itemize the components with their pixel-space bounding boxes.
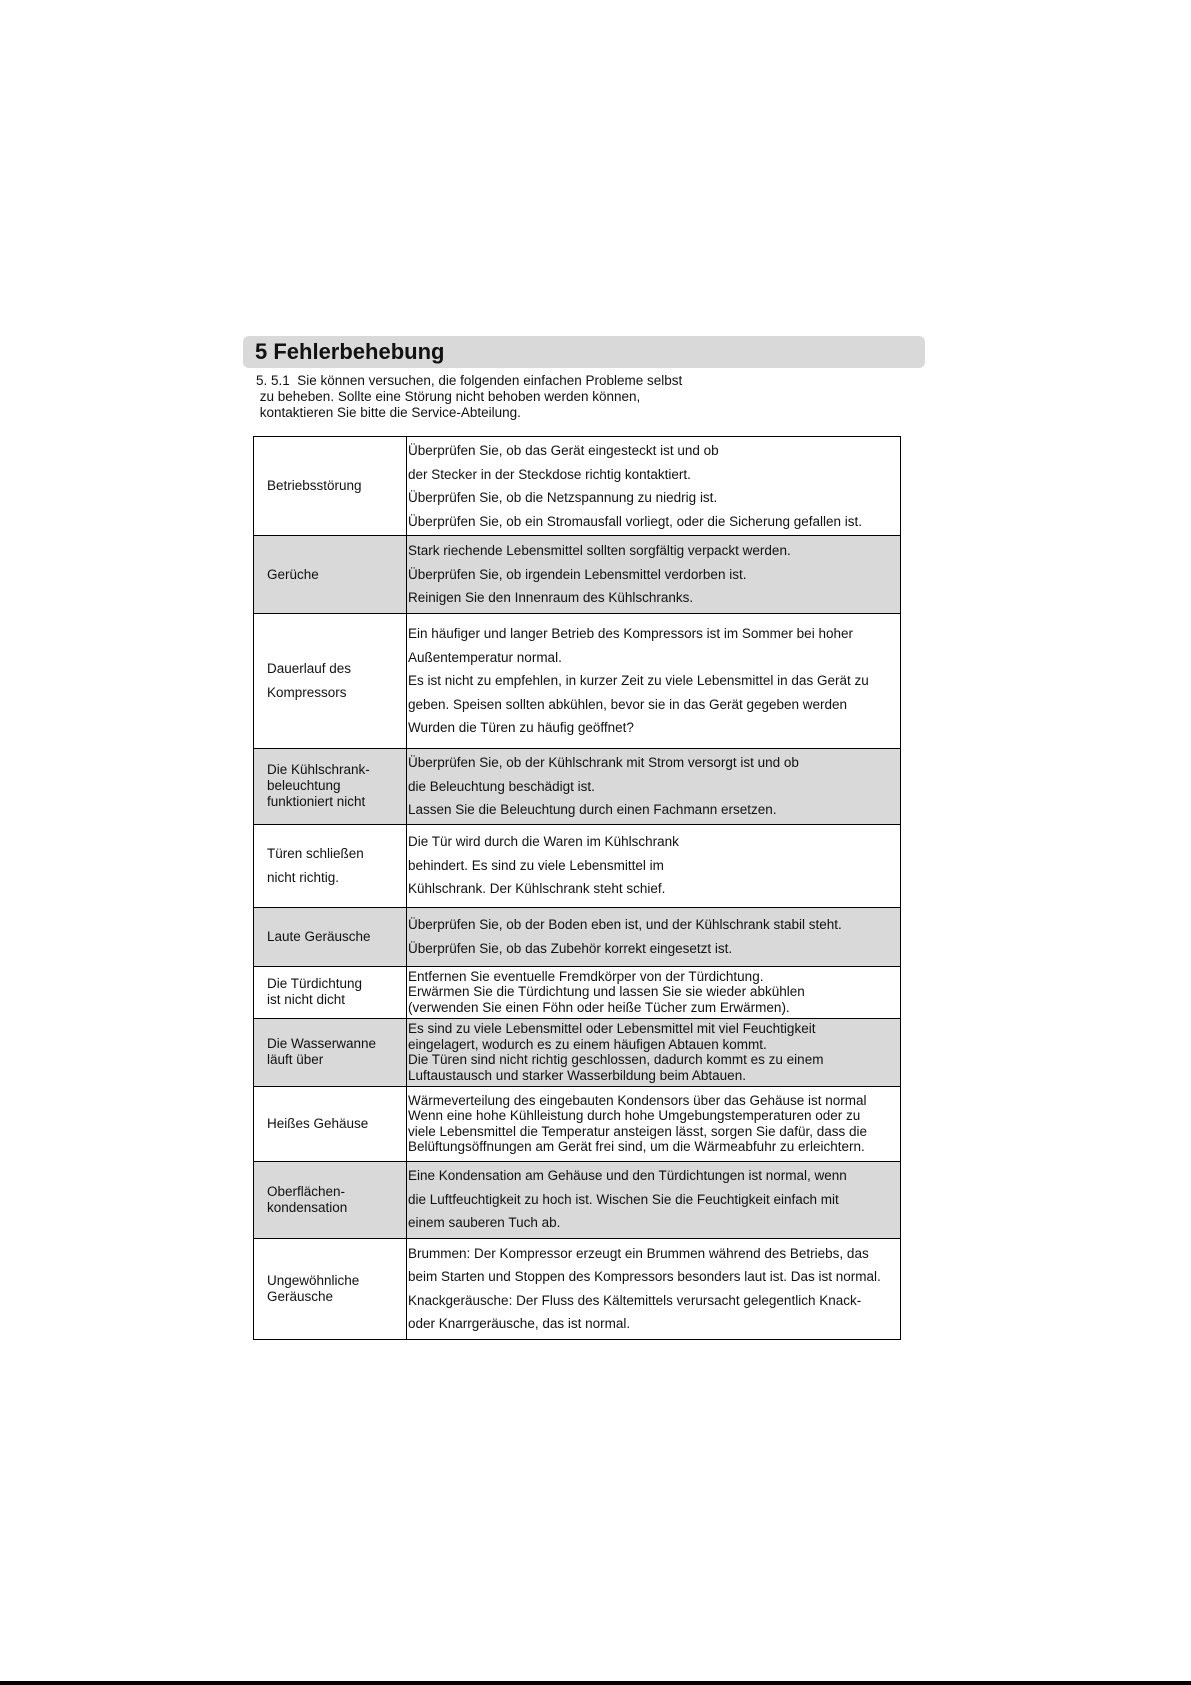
intro-line: 5. 5.1 Sie können versuchen, die folgenden einfachen Probleme selbst [256,373,683,388]
section-heading-bar [243,336,925,368]
remedy-text: einem sauberen Tuch ab. [408,1215,561,1231]
remedy-cell [407,907,901,966]
fault-row [254,1238,901,1339]
remedy-text: Entfernen Sie eventuelle Fremdkörper von der Türdichtung. [408,968,764,984]
problem-cell [254,1238,407,1339]
remedy-text: Knackgeräusche: Der Fluss des Kältemittels verursacht gelegentlich Knack- [408,1292,862,1308]
remedy-cell [407,1161,901,1238]
remedy-cell [407,966,901,1018]
fault-row [254,536,901,614]
remedy-text: Belüftungsöffnungen am Gerät frei sind, um die Wärmeabfuhr zu erleichtern. [408,1139,865,1154]
problem-text: Gerüche [267,566,319,582]
remedy-text: Überprüfen Sie, ob der Kühlschrank mit Strom versorgt ist und ob [408,755,799,770]
remedy-cell [407,1238,901,1339]
remedy-text: Überprüfen Sie, ob die Netzspannung zu niedrig ist. [408,490,718,505]
intro-line: zu beheben. Sollte eine Störung nicht behoben werden können, [256,389,641,404]
fault-row [254,614,901,749]
remedy-text: (verwenden Sie einen Föhn oder heiße Tücher zum Erwärmen). [408,999,790,1015]
remedy-text: Kühlschrank. Der Kühlschrank steht schief. [408,881,666,897]
remedy-cell [407,614,901,749]
fault-row [254,1086,901,1161]
problem-cell [254,1086,407,1161]
fault-row [254,824,901,907]
troubleshooting-table-body [254,437,901,1340]
problem-cell [254,437,407,536]
problem-text: nicht richtig. [267,869,340,885]
remedy-cell [407,536,901,614]
remedy-text: Überprüfen Sie, ob ein Stromausfall vorliegt, oder die Sicherung gefallen ist. [408,513,863,529]
remedy-text: Luftaustausch und starker Wasserbildung beim Abtauen. [408,1067,746,1083]
problem-text: läuft über [267,1052,324,1067]
remedy-cell [407,749,901,825]
fault-row [254,749,901,825]
remedy-text: Stark riechende Lebensmittel sollten sorgfältig verpackt werden. [408,543,791,559]
remedy-text: Die Türen sind nicht richtig geschlossen, dadurch kommt es zu einem [408,1052,824,1067]
problem-text: funktioniert nicht [267,794,366,810]
remedy-text: Überprüfen Sie, ob das Zubehör korrekt eingesetzt ist. [408,940,733,956]
remedy-text: Brummen: Der Kompressor erzeugt ein Brummen während des Betriebs, das [408,1245,869,1261]
page-bottom-rule [0,1681,1191,1685]
remedy-cell [407,824,901,907]
remedy-cell [407,1018,901,1086]
remedy-text: die Luftfeuchtigkeit zu hoch ist. Wischen Sie die Feuchtigkeit einfach mit [408,1191,839,1207]
remedy-text: Es sind zu viele Lebensmittel oder Lebensmittel mit viel Feuchtigkeit [408,1021,816,1036]
remedy-text: geben. Speisen sollten abkühlen, bevor sie in das Gerät gegeben werden [408,696,848,712]
problem-cell [254,907,407,966]
problem-cell [254,1161,407,1238]
problem-cell [254,614,407,749]
remedy-text: Eine Kondensation am Gehäuse und den Türdichtungen ist normal, wenn [408,1168,847,1184]
remedy-text: Wärmeverteilung des eingebauten Kondensors über das Gehäuse ist normal [408,1092,867,1108]
problem-text: Betriebsstörung [267,478,362,493]
problem-text: Geräusche [267,1288,334,1304]
remedy-text: Wurden die Türen zu häufig geöffnet? [408,720,634,736]
problem-text: Türen schließen [267,845,364,861]
remedy-text: beim Starten und Stoppen des Kompressors besonders laut ist. Das ist normal. [408,1269,881,1284]
fault-row [254,1161,901,1238]
troubleshooting-table [253,436,901,1340]
intro-line: kontaktieren Sie bitte die Service-Abteilung. [256,405,521,420]
remedy-text: Ein häufiger und langer Betrieb des Kompressors ist im Sommer bei hoher [408,626,853,642]
problem-text: Die Türdichtung [267,976,363,991]
fault-row [254,966,901,1018]
section-title: 5 Fehlerbehebung [255,339,445,364]
problem-text: Ungewöhnliche [267,1272,360,1288]
remedy-text: behindert. Es sind zu viele Lebensmittel im [408,857,664,873]
problem-text: Die Wasserwanne [267,1036,377,1051]
remedy-text: Lassen Sie die Beleuchtung durch einen Fachmann ersetzen. [408,802,777,817]
fault-row [254,437,901,536]
remedy-text: viele Lebensmittel die Temperatur ansteigen lässt, sorgen Sie dafür, dass die [408,1123,868,1139]
remedy-text: oder Knarrgeräusche, das ist normal. [408,1316,631,1331]
remedy-text: die Beleuchtung beschädigt ist. [408,778,595,794]
remedy-text: Erwärmen Sie die Türdichtung und lassen Sie sie wieder abkühlen [408,984,805,1000]
problem-text: Heißes Gehäuse [267,1115,369,1131]
problem-cell [254,966,407,1018]
intro-paragraph [256,373,776,421]
remedy-text: Außentemperatur normal. [408,649,562,665]
remedy-text: Reinigen Sie den Innenraum des Kühlschranks. [408,590,694,606]
problem-text: Kompressors [267,685,347,700]
problem-cell [254,1018,407,1086]
problem-text: ist nicht dicht [267,992,346,1007]
remedy-cell [407,437,901,536]
problem-text: Oberflächen- [267,1183,346,1199]
fault-row [254,907,901,966]
problem-cell [254,536,407,614]
problem-text: Laute Geräusche [267,928,371,944]
remedy-text: Überprüfen Sie, ob der Boden eben ist, und der Kühlschrank stabil steht. [408,917,842,932]
remedy-text: Es ist nicht zu empfehlen, in kurzer Zeit zu viele Lebensmittel in das Gerät zu [408,673,869,689]
problem-cell [254,749,407,825]
remedy-text: Wenn eine hohe Kühlleistung durch hohe Umgebungstemperaturen oder zu [408,1108,861,1123]
remedy-cell [407,1086,901,1161]
remedy-text: Überprüfen Sie, ob das Gerät eingesteckt ist und ob [408,443,719,458]
problem-text: Die Kühlschrank- [267,762,370,778]
remedy-text: eingelagert, wodurch es zu einem häufigen Abtauen kommt. [408,1036,767,1052]
remedy-text: Die Tür wird durch die Waren im Kühlschrank [408,834,679,850]
problem-cell [254,824,407,907]
problem-text: beleuchtung [267,778,341,794]
problem-text: Dauerlauf des [267,661,352,676]
fault-row [254,1018,901,1086]
problem-text: kondensation [267,1199,348,1215]
remedy-text: der Stecker in der Steckdose richtig kontaktiert. [408,466,691,482]
remedy-text: Überprüfen Sie, ob irgendein Lebensmittel verdorben ist. [408,566,747,582]
